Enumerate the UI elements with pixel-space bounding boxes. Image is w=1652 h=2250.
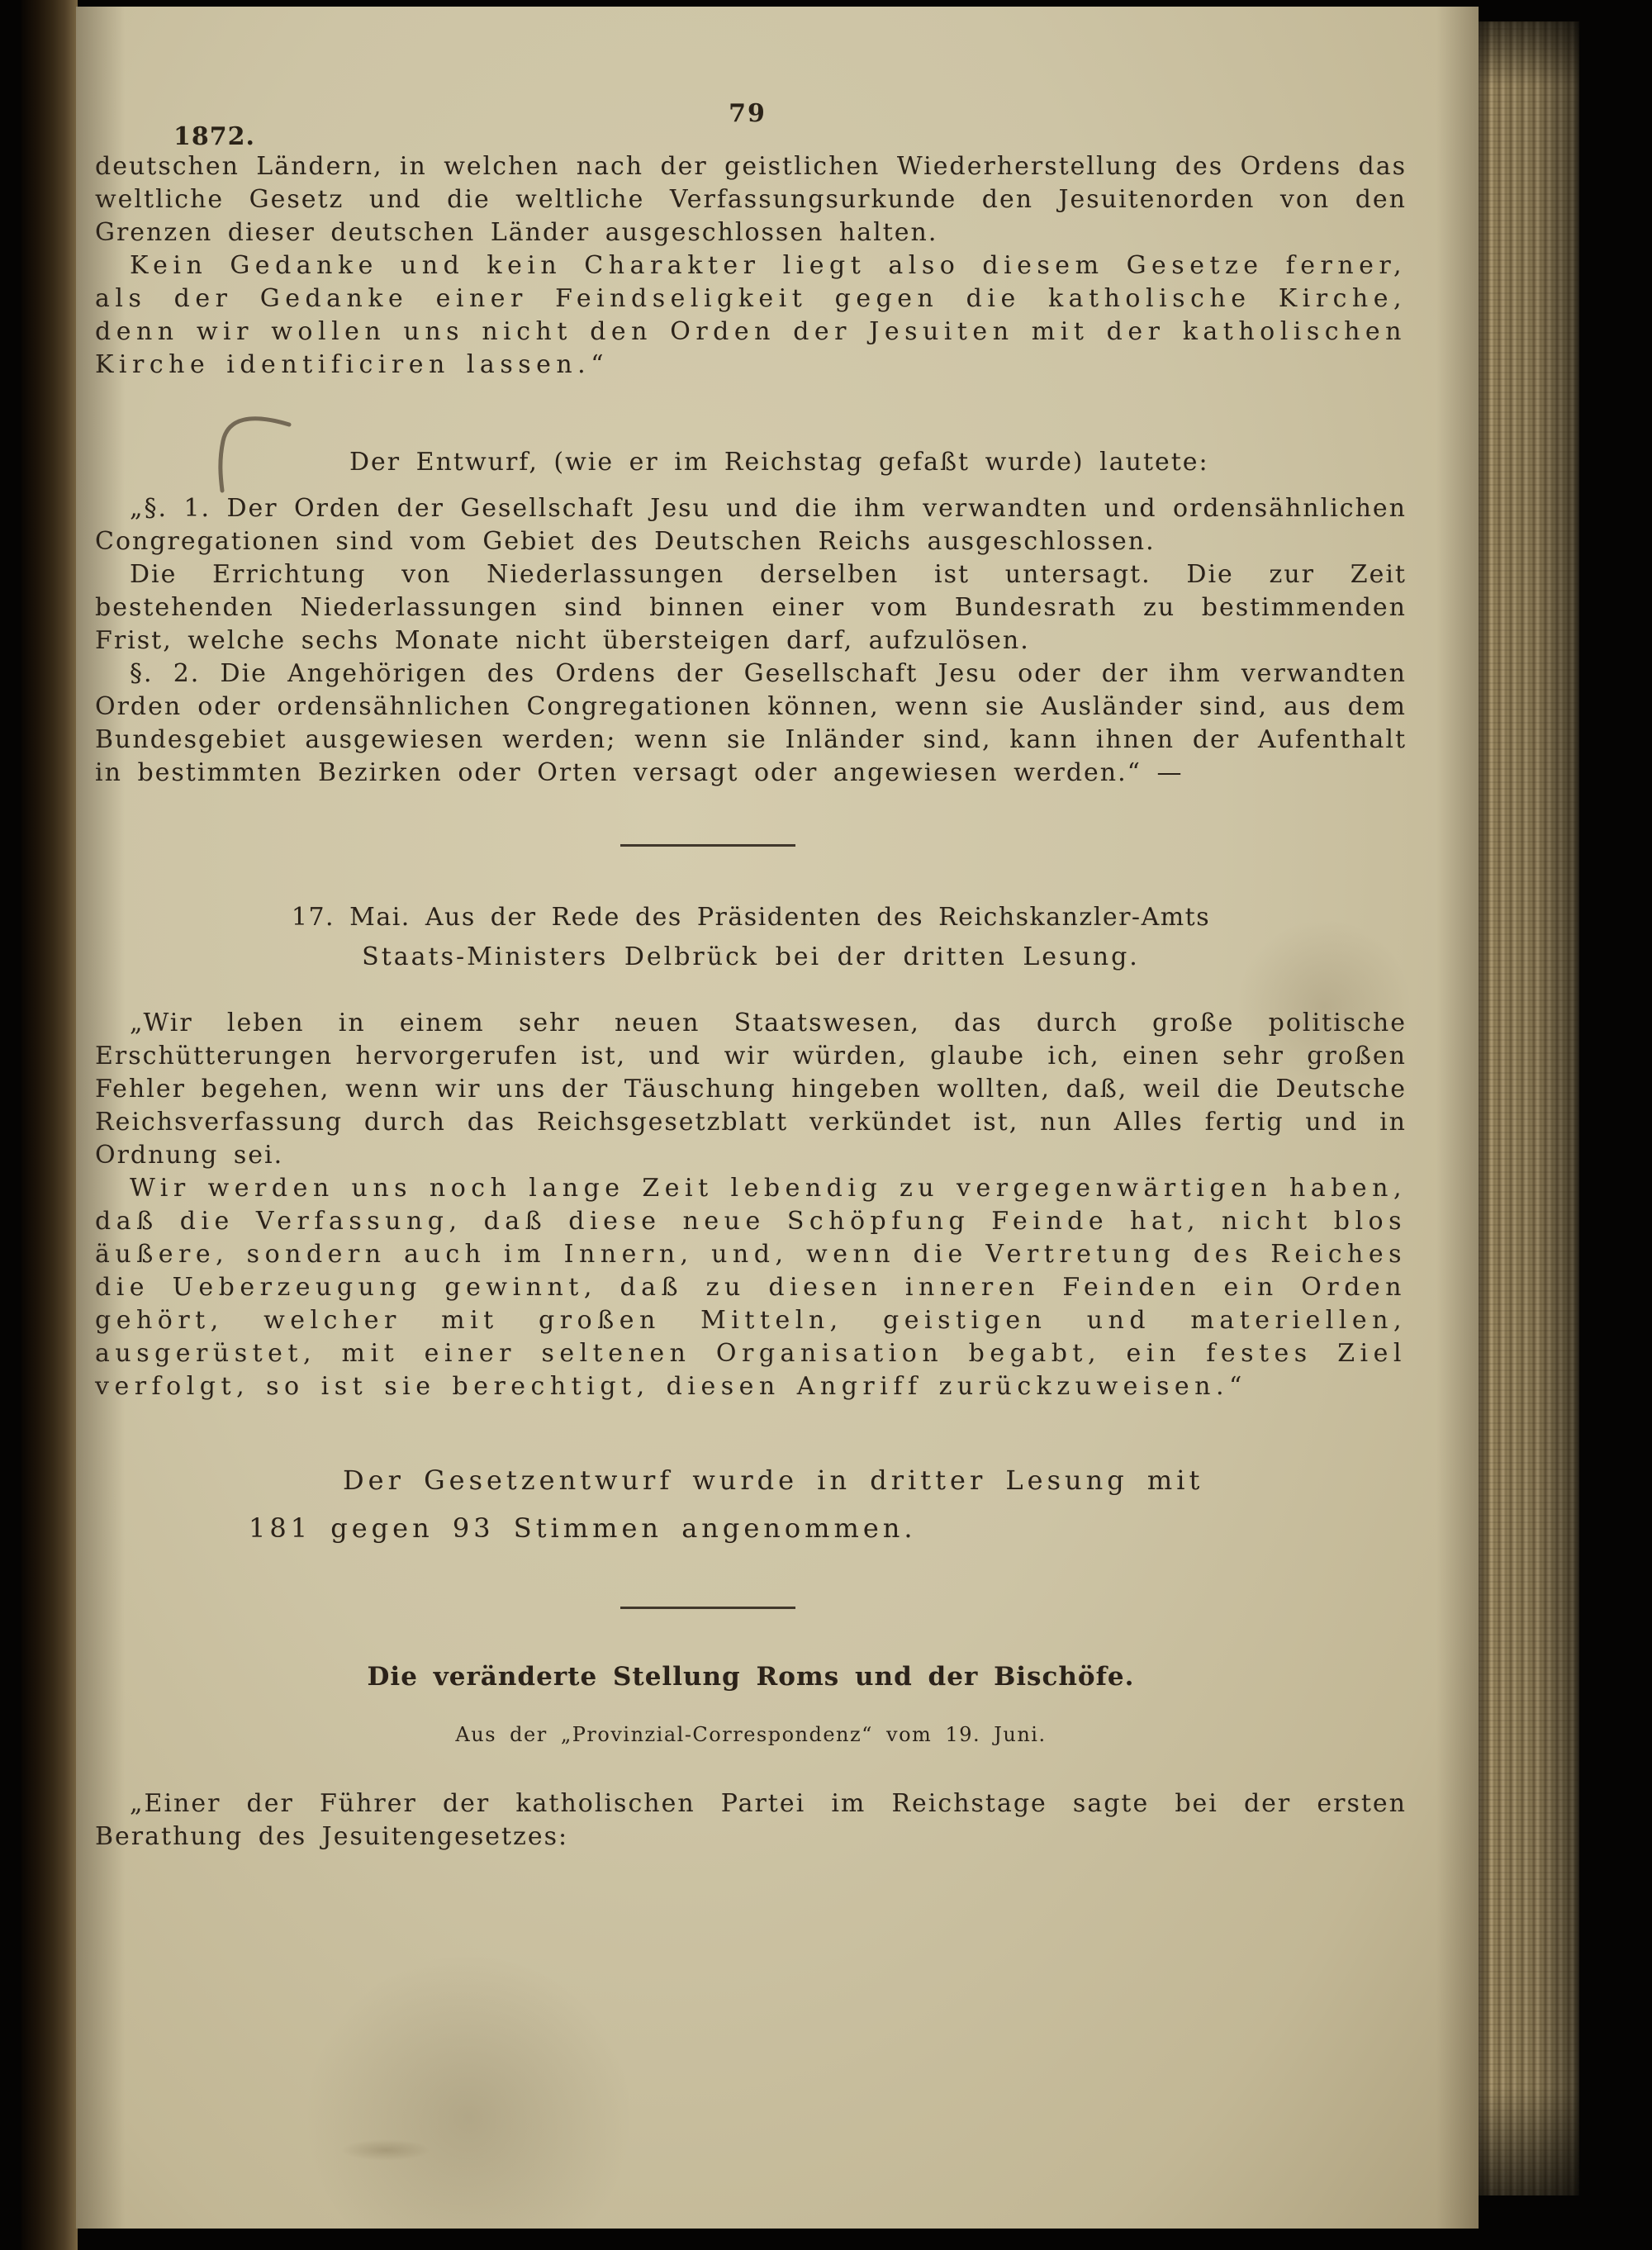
law-paragraph-2: §. 2. Die Angehörigen des Ordens der Gesellschaft Jesu oder der ihm verwandten Orden oder ordensähnlichen Congregationen können, wenn sie Ausländer sind, aus dem Bundesgebiet ausgewiesen werden; wenn sie Inländer sind, kann ihnen der Aufenthalt in bestimmten Bezirken oder Orten versagt oder angewiesen werden.“ — [95,659,1407,787]
section-source-line: Aus der „Provinzial-Correspondenz“ vom 19. Juni. [455,1723,1047,1746]
page-number: 79 [729,99,767,128]
vote-result-line2: 181 gegen 93 Stimmen angenommen. [249,1512,917,1544]
paragraph-continuation: deutschen Ländern, in welchen nach der geistlichen Wiederherstellung des Ordens das weltliche Gesetz und die weltliche Verfassungsurkunde den Jesuitenorden von den Grenzen dieser deutschen Länder ausgeschlossen halten. [95,152,1407,247]
speech-paragraph-1: „Wir leben in einem sehr neuen Staatswesen, das durch große politische Erschütterungen hervorgerufen ist, und wir würden, glaube ich, einen sehr großen Fehler begehen, wenn wir uns der Täuschung hingeben wollten, daß, weil die Deutsche Reichsverfassung durch das Reichsgesetzblatt verkündet ist, nun Alles fertig und in Ordnung sei. [95,1009,1407,1170]
page-edge-stack [1479,21,1579,2195]
page-text-block [95,150,1407,1854]
section-paragraph-1: „Einer der Führer der katholischen Partei im Reichstage sagte bei der ersten Berathung des Jesuitengesetzes: [95,1789,1407,1851]
speech-heading-line1: 17. Mai. Aus der Rede des Präsidenten des Reichskanzler-Amts [291,903,1211,932]
paper-smudge [340,2139,431,2161]
speech-heading [95,898,1407,977]
speech-heading-line2: Staats-Ministers Delbrück bei der dritten Lesung. [362,942,1140,971]
section-heading: Die veränderte Stellung Roms und der Bischöfe. [367,1662,1135,1692]
section-divider [620,844,795,847]
handwritten-margin-mark-icon [203,411,296,501]
vote-result [95,1456,1407,1552]
paragraph-kein-gedanke: Kein Gedanke und kein Charakter liegt also diesem Gesetze ferner, als der Gedanke einer Feindseligkeit gegen die katholische Kirche, denn wir wollen uns nicht den Orden der Jesuiten mit der katholischen Kirche identificiren lassen.“ [95,251,1407,379]
speech-paragraph-2: Wir werden uns noch lange Zeit lebendig zu vergegenwärtigen haben, daß die Verfassung, daß diese neue Schöpfung Feinde hat, nicht blos äußere, sondern auch im Innern, und, wenn die Vertretung des Reiches die Ueberzeugung gewinnt, daß zu diesen inneren Feinden ein Orden gehört, welcher mit großen Mitteln, geistigen und materiellen, ausgerüstet, mit einer seltenen Organisation begabt, ein festes Ziel verfolgt, so ist sie berechtigt, diesen Angriff zurückzuweisen.“ [95,1174,1407,1401]
law-paragraph-1: „§. 1. Der Orden der Gesellschaft Jesu und die ihm verwandten und ordensähnlichen Congregationen sind vom Gebiet des Deutschen Reichs ausgeschlossen. [95,494,1407,556]
entwurf-intro-line: Der Entwurf, (wie er im Reichstag gefaßt wurde) lautete: [349,448,1209,477]
book-binding-edge [21,0,78,2250]
section-divider [620,1607,795,1609]
margin-year-label: 1872. [173,122,255,151]
book-page [76,7,1479,2229]
vote-result-line1: Der Gesetzentwurf wurde in dritter Lesung mit [343,1464,1204,1496]
law-paragraph-1b: Die Errichtung von Niederlassungen derselben ist untersagt. Die zur Zeit bestehenden Niederlassungen sind binnen einer vom Bundesrath zu bestimmenden Frist, welche sechs Monate nicht übersteigen darf, aufzulösen. [95,560,1407,655]
